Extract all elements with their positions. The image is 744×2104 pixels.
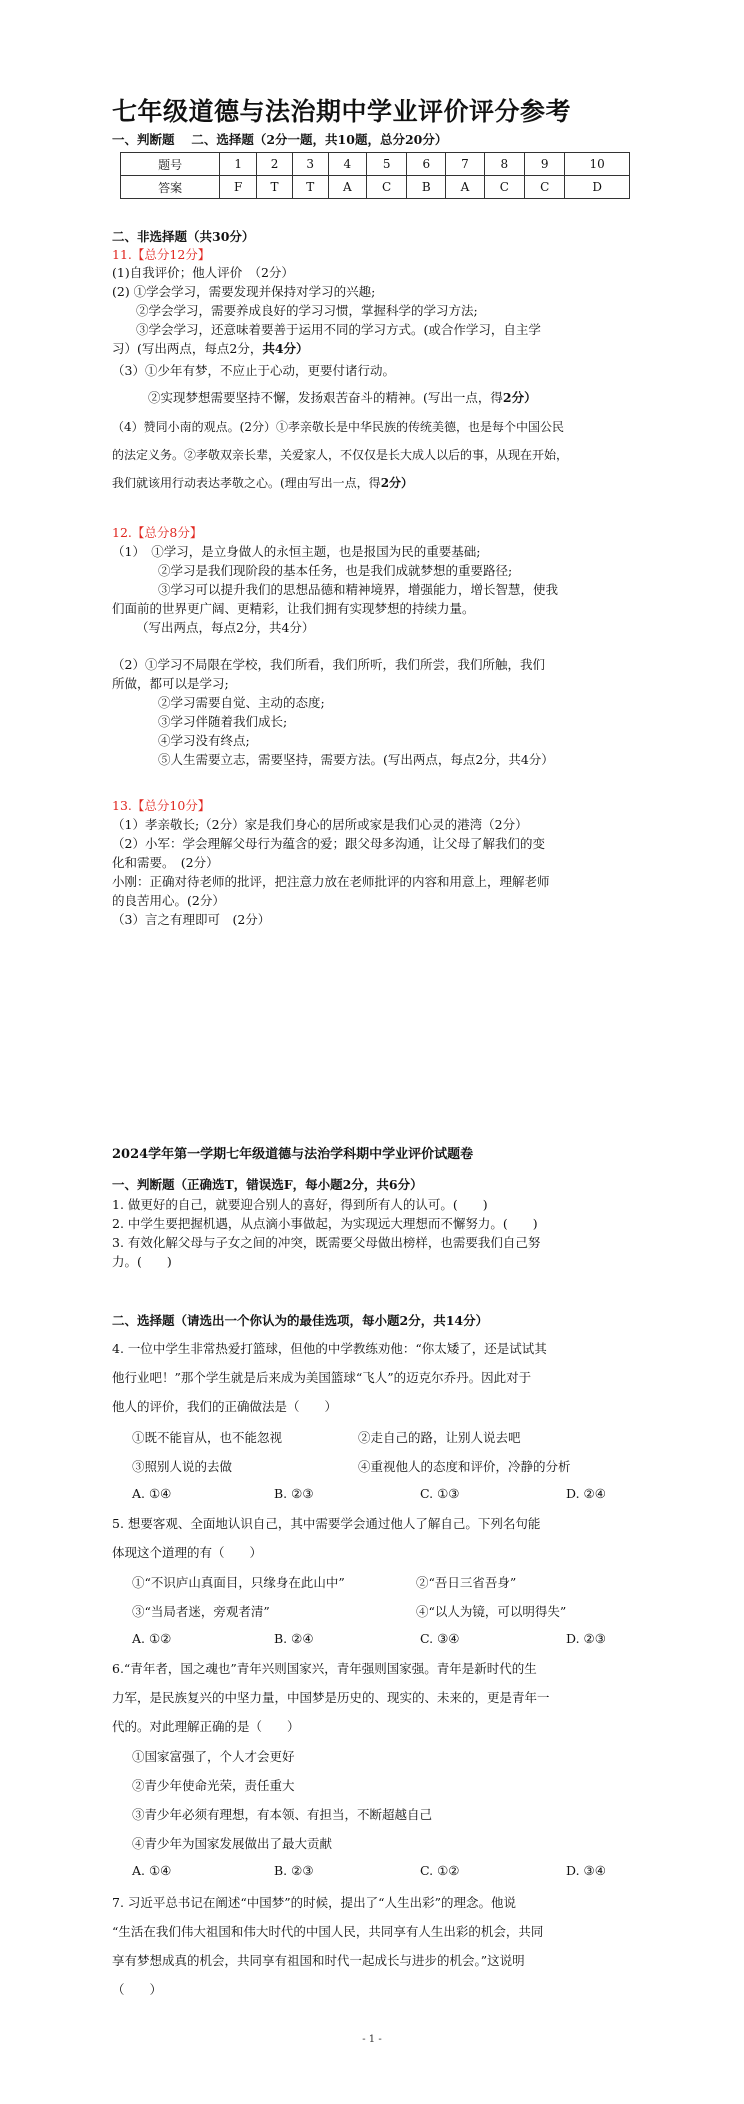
choice-option: B. ②④: [274, 1631, 314, 1646]
answer-line: (1)自我评价；他人评价 （2分）: [112, 265, 294, 280]
judgement-item: 3. 有效化解父母与子女之间的冲突，既需要父母做出榜样，也需要我们自己努: [112, 1235, 541, 1250]
judgement-item: 力。( ): [112, 1254, 172, 1269]
table-cell: F: [220, 176, 257, 199]
answer-line: 所做，都可以是学习;: [112, 676, 229, 691]
choice-option: C. ③④: [420, 1631, 460, 1646]
table-cell: 答案: [121, 176, 220, 199]
answer-line: （3）①少年有梦，不应止于心动，更要付诸行动。: [112, 363, 395, 378]
table-cell: T: [257, 176, 293, 199]
choice-option: C. ①②: [420, 1863, 460, 1878]
table-cell: 1: [220, 153, 257, 176]
question-number: 13.: [112, 798, 132, 813]
answer-line: （4）赞同小南的观点。(2分）①孝亲敬长是中华民族的传统美德，也是每个中国公民: [112, 420, 564, 434]
answer-line: 的法定义务。②孝敬双亲长辈，关爱家人，不仅仅是长大成人以后的事，从现在开始，: [112, 448, 569, 462]
table-cell: 9: [525, 153, 565, 176]
table-cell: 4: [328, 153, 366, 176]
statement: ①“不识庐山真面目，只缘身在此山中”: [132, 1575, 345, 1590]
score-total: 【总分12分】: [131, 247, 211, 262]
question-line: 7. 习近平总书记在阐述“中国梦”的时候，提出了“人生出彩”的理念。他说: [112, 1895, 516, 1910]
answer-line: ⑤人生需要立志，需要坚持，需要方法。(写出两点，每点2分，共4分）: [158, 752, 554, 767]
answer-line: （3）言之有理即可 (2分）: [112, 912, 271, 927]
table-cell: A: [446, 176, 484, 199]
choice-option: A. ①②: [132, 1631, 172, 1646]
statement: ①既不能盲从，也不能忽视: [132, 1430, 283, 1445]
table-cell: 10: [565, 153, 630, 176]
judgement-item: 1. 做更好的自己，就要迎合别人的喜好，得到所有人的认可。( ): [112, 1197, 488, 1212]
table-row: [121, 153, 630, 176]
answer-text-bold: 2分）: [502, 390, 537, 405]
statement: ②走自己的路，让别人说去吧: [358, 1430, 521, 1445]
answer-text: 习）(写出两点，每点2分，: [112, 341, 263, 356]
table-cell: 2: [257, 153, 293, 176]
section2-title: 二、非选择题（共30分）: [112, 229, 255, 244]
statement: ②青少年使命光荣，责任重大: [132, 1778, 295, 1793]
question-line: 他人的评价，我们的正确做法是（ ）: [112, 1399, 338, 1414]
table-cell: 5: [366, 153, 406, 176]
question-line: 5. 想要客观、全面地认识自己，其中需要学会通过他人了解自己。下列名句能: [112, 1516, 541, 1531]
table-row: [121, 176, 630, 199]
q13-header: [112, 797, 632, 815]
choice-option: D. ②③: [566, 1631, 606, 1646]
answer-line: ③学会学习，还意味着要善于运用不同的学习方式。(或合作学习，自主学: [136, 322, 541, 337]
answer-text-bold: 2分）: [380, 476, 414, 490]
answer-text: 我们就该用行动表达孝敬之心。(理由写出一点，得: [112, 476, 381, 490]
answer-line: [112, 340, 632, 358]
answer-line: 化和需要。 (2分）: [112, 855, 219, 870]
table-cell: 3: [292, 153, 328, 176]
table-cell: C: [484, 176, 524, 199]
answer-line: [112, 474, 632, 492]
choice-option: B. ②③: [274, 1486, 314, 1501]
judgement-item: 2. 中学生要把握机遇，从点滴小事做起，为实现远大理想而不懈努力。( ): [112, 1216, 538, 1231]
statement: ③“当局者迷，旁观者清”: [132, 1604, 270, 1619]
table-cell: 6: [407, 153, 446, 176]
exam-title: 2024学年第一学期七年级道德与法治学科期中学业评价试题卷: [112, 1147, 474, 1162]
question-line: 享有梦想成真的机会，共同享有祖国和时代一起成长与进步的机会。”这说明: [112, 1953, 525, 1968]
question-line: 体现这个道理的有（ ）: [112, 1545, 263, 1560]
table-cell: 8: [484, 153, 524, 176]
part2-title: 二、选择题（请选出一个你认为的最佳选项，每小题2分，共14分）: [112, 1313, 489, 1328]
answer-text: ②实现梦想需要坚持不懈，发扬艰苦奋斗的精神。(写出一点，得: [148, 390, 503, 405]
answer-key-title: 七年级道德与法治期中学业评价评分参考: [112, 97, 572, 126]
choice-option: B. ②③: [274, 1863, 314, 1878]
question-line: 6.“青年者，国之魂也”青年兴则国家兴，青年强则国家强。青年是新时代的生: [112, 1661, 537, 1676]
answer-line: （1） ①学习，是立身做人的永恒主题，也是报国为民的重要基础;: [112, 544, 481, 559]
table-cell: 7: [446, 153, 484, 176]
table-cell: A: [328, 176, 366, 199]
answer-line: ②学会学习，需要养成良好的学习习惯，掌握科学的学习方法;: [136, 303, 478, 318]
q11-header: [112, 246, 632, 264]
table-cell: B: [407, 176, 446, 199]
question-number: 12.: [112, 525, 132, 540]
question-line: “生活在我们伟大祖国和伟大时代的中国人民，共同享有人生出彩的机会，共同: [112, 1924, 544, 1939]
part1-title: 一、判断题（正确选T，错误选F，每小题2分，共6分）: [112, 1177, 423, 1192]
q12-header: [112, 524, 632, 542]
statement: ③照别人说的去做: [132, 1459, 233, 1474]
answer-line: ②学习是我们现阶段的基本任务，也是我们成就梦想的重要路径;: [158, 563, 513, 578]
choice-option: D. ②④: [566, 1486, 606, 1501]
answer-line: ④学习没有终点;: [158, 733, 250, 748]
table-cell: 题号: [121, 153, 220, 176]
answer-table: [120, 152, 630, 199]
answer-line: 小刚：正确对待老师的批评，把注意力放在老师批评的内容和用意上，理解老师: [112, 874, 550, 889]
statement: ④“以人为镜，可以明得失”: [416, 1604, 567, 1619]
question-line: 代的。对此理解正确的是（ ）: [112, 1719, 300, 1734]
table-cell: T: [292, 176, 328, 199]
question-line: 力军，是民族复兴的中坚力量，中国梦是历史的、现实的、未来的，更是青年一: [112, 1690, 550, 1705]
choice-option: C. ①③: [420, 1486, 460, 1501]
page-number: - 1 -: [362, 2034, 382, 2045]
answer-line: （写出两点，每点2分，共4分）: [136, 620, 315, 635]
question-number: 11.: [112, 247, 132, 262]
question-line: 他行业吧！”那个学生就是后来成为美国篮球“飞人”的迈克尔乔丹。因此对于: [112, 1370, 532, 1385]
answer-line: （1）孝亲敬长;（2分）家是我们身心的居所或家是我们心灵的港湾（2分）: [112, 817, 528, 832]
statement: ④重视他人的态度和评价，冷静的分析: [358, 1459, 571, 1474]
question-line: 4. 一位中学生非常热爱打篮球，但他的中学教练劝他：“你太矮了，还是试试其: [112, 1341, 547, 1356]
statement: ②“吾日三省吾身”: [416, 1575, 517, 1590]
answer-line: [148, 389, 668, 407]
answer-line: 们面前的世界更广阔、更精彩，让我们拥有实现梦想的持续力量。: [112, 601, 475, 616]
statement: ①国家富强了，个人才会更好: [132, 1749, 295, 1764]
table-cell: C: [525, 176, 565, 199]
choice-option: A. ①④: [132, 1486, 172, 1501]
question-line: （ ）: [112, 1982, 163, 1997]
table-cell: C: [366, 176, 406, 199]
answer-line: 的良苦用心。(2分）: [112, 893, 225, 908]
answer-text-bold: 共4分）: [262, 341, 309, 356]
answer-line: ②学习需要自觉、主动的态度;: [158, 695, 325, 710]
table-cell: D: [565, 176, 630, 199]
score-total: 【总分8分】: [131, 525, 203, 540]
answer-line: （2）小军：学会理解父母行为蕴含的爱；跟父母多沟通，让父母了解我们的变: [112, 836, 545, 851]
section1-header: 一、判断题 二、选择题（2分一题，共10题，总分20分）: [112, 132, 448, 147]
choice-option: D. ③④: [566, 1863, 606, 1878]
statement: ③青少年必须有理想，有本领、有担当，不断超越自己: [132, 1807, 433, 1822]
answer-line: ③学习伴随着我们成长;: [158, 714, 288, 729]
statement: ④青少年为国家发展做出了最大贡献: [132, 1836, 333, 1851]
score-total: 【总分10分】: [131, 798, 211, 813]
answer-line: (2) ①学会学习，需要发现并保持对学习的兴趣;: [112, 284, 376, 299]
answer-line: ③学习可以提升我们的思想品德和精神境界，增强能力，增长智慧，使我: [158, 582, 559, 597]
choice-option: A. ①④: [132, 1863, 172, 1878]
answer-line: （2）①学习不局限在学校，我们所看，我们所听，我们所尝，我们所触，我们: [112, 657, 545, 672]
